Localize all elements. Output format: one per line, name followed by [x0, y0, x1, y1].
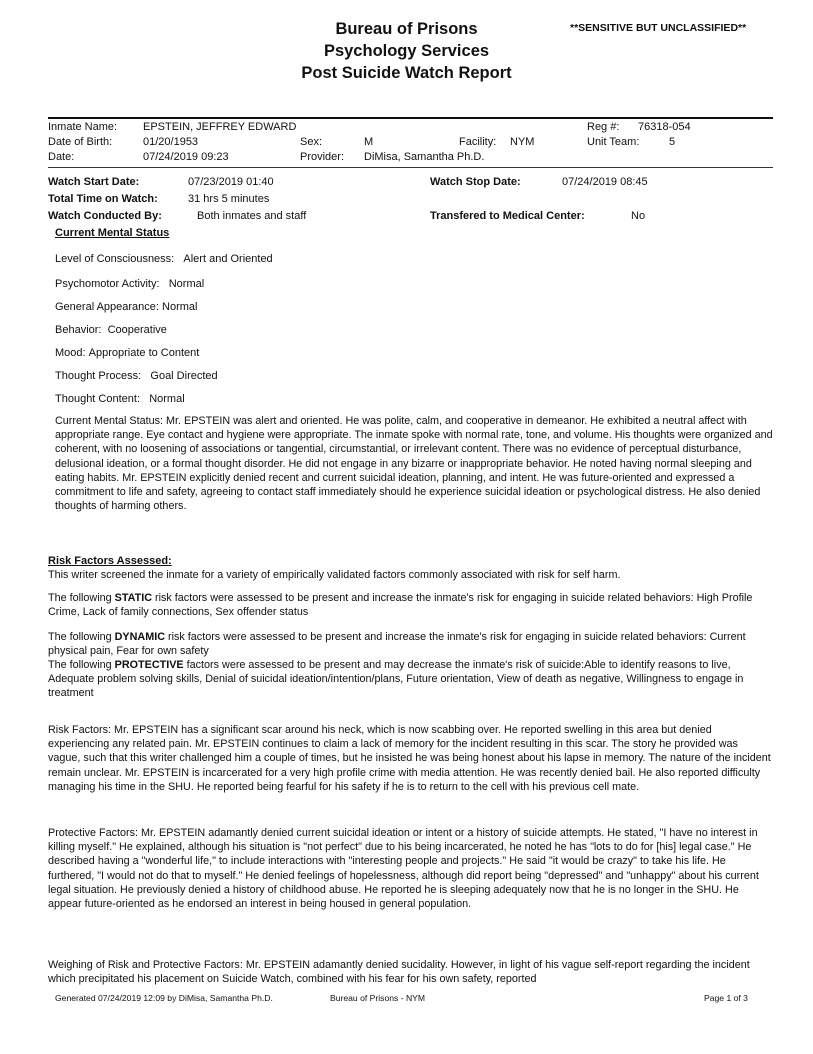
watch-stop-value: 07/24/2019 08:45 — [562, 176, 648, 188]
provider-label: Provider: — [300, 151, 345, 163]
watch-start-label: Watch Start Date: — [48, 176, 140, 188]
facility-label: Facility: — [459, 136, 497, 148]
footer-generated: Generated 07/24/2019 12:09 by DiMisa, Samantha Ph.D. — [55, 993, 273, 1003]
mse-value: Normal — [162, 301, 198, 313]
mse-item — [55, 393, 185, 405]
facility-value: NYM — [510, 136, 535, 148]
sex-value: M — [364, 136, 374, 148]
protective-keyword: PROTECTIVE — [114, 659, 184, 671]
static-prefix: The following — [48, 592, 115, 604]
total-time-label: Total Time on Watch: — [48, 193, 158, 205]
mse-item — [55, 278, 204, 290]
report-title-line3: Post Suicide Watch Report — [301, 64, 512, 82]
watch-start-value: 07/23/2019 01:40 — [188, 176, 274, 188]
sex-label: Sex: — [300, 136, 323, 148]
mse-label: Thought Process: — [55, 370, 142, 382]
footer-agency: Bureau of Prisons - NYM — [330, 993, 426, 1003]
mental-status-narrative: Current Mental Status: Mr. EPSTEIN was alert and oriented. He was polite, calm, and cooperative in demeanor. He exhibited a neutral affect with appropriate range. Eye contact and hygiene were appropriate. The inmate spoke with normal rate, tone, and volume. His thoughts were organized and coherent, with no loosening of associations or tangential, circumstantial, or irrelevant content. There was no evidence of perceptual disturbance, delusional ideation, or a formal thought disorder. He did not engage in any bizarre or inappropriate behavior. He noted having normal sleeping and eating habits. Mr. EPSTEIN explicitly denied recent and current suicidal ideation, planning, and intent. He was future-oriented and expressed a commitment to life and safety, agreeing to contact staff immediately should he experience suicidal ideation or psychological distress. He also denied thoughts of harming others. — [55, 415, 773, 513]
mse-label: Behavior: — [55, 324, 102, 336]
mse-value: Appropriate to Content — [88, 347, 200, 359]
protective-factors — [48, 658, 773, 701]
dob-value: 01/20/1953 — [143, 136, 199, 148]
transfer-label: Transfered to Medical Center: — [430, 210, 585, 222]
mse-item — [55, 324, 167, 336]
protective-text: factors were assessed to be present and may decrease the inmate's risk of suicide:Able to identify reasons to live, Adequate problem solving skills, Denial of suicidal ideation/intention/plans, Future orientation, View of death as negative, Willingness to engage in treatment — [48, 659, 744, 700]
mse-label: Thought Content: — [55, 393, 141, 405]
transfer-value: No — [631, 210, 646, 222]
report-title-line2: Psychology Services — [323, 42, 490, 60]
unit-team-label: Unit Team: — [587, 136, 640, 148]
dynamic-prefix: The following — [48, 631, 115, 643]
watch-stop-label: Watch Stop Date: — [430, 176, 521, 188]
reg-number: 76318-054 — [638, 121, 691, 133]
mse-value: Alert and Oriented — [183, 253, 273, 265]
inmate-name-label: Inmate Name: — [48, 121, 118, 133]
mse-item — [55, 301, 197, 313]
mse-item — [55, 347, 199, 359]
static-risk-factors — [48, 591, 773, 619]
header-rule — [48, 117, 773, 119]
static-text: risk factors were assessed to be present and increase the inmate's risk for engaging in suicide related behaviors: High Profile Crime, Lack of family connections, Sex offender status — [48, 592, 753, 619]
mse-value: Normal — [149, 393, 185, 405]
risk-narrative: Risk Factors: Mr. EPSTEIN has a significant scar around his neck, which is now scabbing over. He reported swelling in this area but denied experiencing any related pain. Mr. EPSTEIN continues to claim a lack of memory for the incident resulting in this scar. The story he provided was vague, such that this writer challenged him a couple of times, but he insisted he was being honest about his lapse in memory. The nature of the incident remain unclear. Mr. EPSTEIN is incarcerated for a very high profile crime with media attention. He was recently denied bail. He also reported difficulty managing his time in the SHU. He reported being fearful for his safety if he is to return to the cell with his previous cell mate. — [48, 724, 771, 793]
mse-label: Mood: — [55, 347, 86, 359]
mse-label: Level of Consciousness: — [55, 253, 175, 265]
total-time-value: 31 hrs 5 minutes — [188, 193, 270, 205]
mental-status-heading: Current Mental Status — [55, 227, 170, 239]
report-date: 07/24/2019 09:23 — [143, 151, 229, 163]
mse-label: General Appearance: — [55, 301, 159, 313]
weighing-narrative: Weighing of Risk and Protective Factors: Mr. EPSTEIN adamantly denied sucidality. However, in light of his vague self-report regarding the incident which precipitated his placement on Suicide Watch, combined with his fear for his own safety, reported — [48, 959, 750, 986]
sensitivity-marking: **SENSITIVE BUT UNCLASSIFIED** — [570, 22, 747, 34]
conducted-by-value: Both inmates and staff — [197, 210, 307, 222]
mse-value: Normal — [168, 278, 205, 290]
dynamic-keyword: DYNAMIC — [114, 631, 166, 643]
risk-factors-heading: Risk Factors Assessed: — [48, 555, 172, 567]
mse-value: Goal Directed — [150, 370, 218, 382]
mse-item — [55, 253, 273, 265]
footer-page-number: Page 1 of 3 — [704, 993, 748, 1003]
unit-team-value: 5 — [669, 136, 676, 148]
protective-prefix: The following — [48, 659, 115, 671]
dynamic-text: risk factors were assessed to be present and increase the inmate's risk for engaging in suicide related behaviors: Current physical pain, Fear for own safety — [48, 631, 746, 658]
conducted-by-label: Watch Conducted By: — [48, 210, 162, 222]
reg-number-label: Reg #: — [587, 121, 620, 133]
static-keyword: STATIC — [114, 592, 153, 604]
provider-name: DiMisa, Samantha Ph.D. — [364, 151, 485, 163]
dynamic-risk-factors — [48, 630, 773, 658]
report-title-line1: Bureau of Prisons — [335, 20, 478, 38]
report-date-label: Date: — [48, 151, 75, 163]
mse-item — [55, 370, 218, 382]
mse-label: Psychomotor Activity: — [55, 278, 160, 290]
mse-value: Cooperative — [107, 324, 167, 336]
protective-narrative: Protective Factors: Mr. EPSTEIN adamantly denied current suicidal ideation or intent or a history of suicide attempts. He stated, "I have no interest in killing myself." He explained, although his situation is "not perfect" due to his being incarcerated, he noted he has "lots to do for [his] legal case." He described having a "wonderful life," to include interactions with "interesting people and projects." He said "it would be crazy" to take his life. He furthered, "I would not do that to myself." He denied feelings of hopelessness, although did report being "depressed" and "unhappy" about his current legal situation. He previously denied a history of childhood abuse. He reported he is sleeping adequately now that he is no longer in the SHU. He appear future-oriented as he endorsed an interest in being housed in general population. — [48, 827, 759, 911]
info-rule — [48, 167, 773, 168]
dob-label: Date of Birth: — [48, 136, 113, 148]
risk-intro: This writer screened the inmate for a variety of empirically validated factors commonly associated with risk for self harm. — [48, 569, 621, 581]
inmate-name: EPSTEIN, JEFFREY EDWARD — [143, 121, 297, 133]
